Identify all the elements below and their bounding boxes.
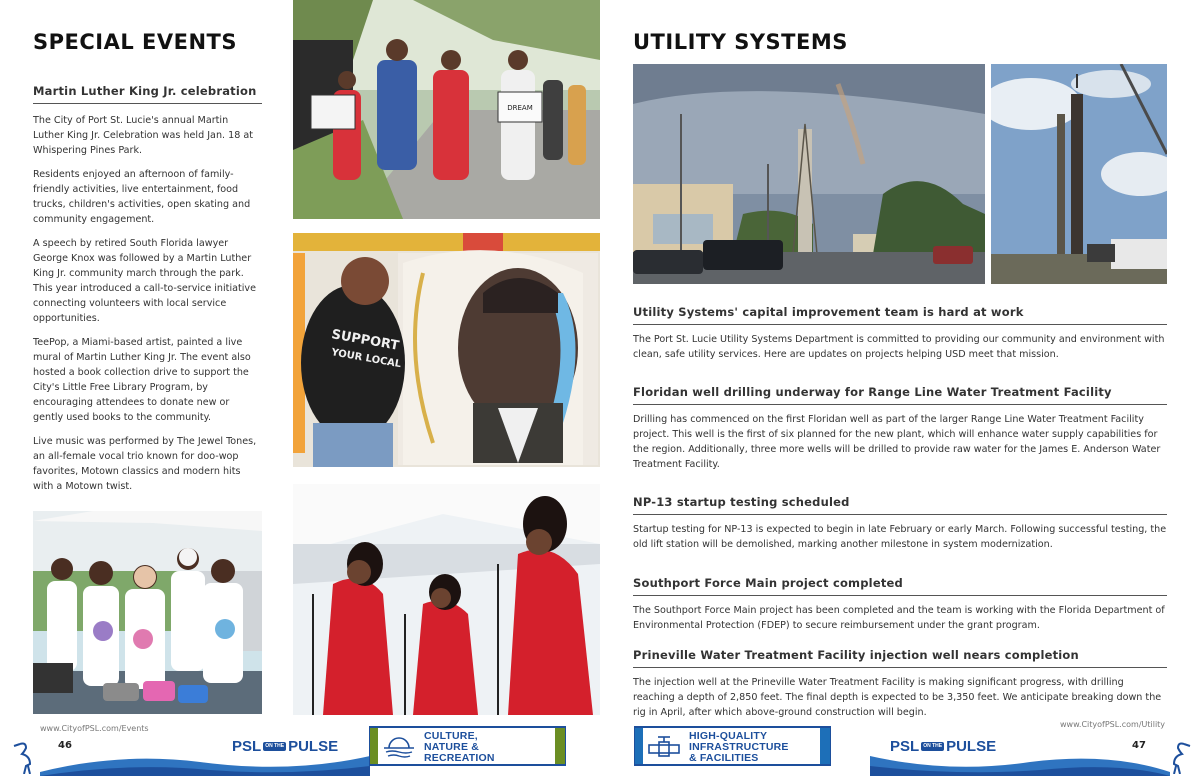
mural-photo [293, 233, 600, 467]
logo-pulse-text: PULSE [288, 738, 339, 755]
southport-body: The Southport Force Main project has been completed and the team is working with the Florida Department of Environmental Protection (FDEP) to secure reimbursement under the grant program. [633, 605, 1165, 631]
culture-badge-bar [370, 728, 378, 764]
infrastructure-badge-label [685, 728, 795, 764]
prineville-body: The injection well at the Prineville Water Treatment Facility is making significant progress, with drilling reaching a depth of 2,850 feet. The final depth is expected to be 3,350 feet. We anticipate breaking down the rig in April, after which above-ground construction will begin. [633, 677, 1162, 718]
mlk-article [33, 84, 262, 500]
utility-systems-title: UTILITY SYSTEMS [633, 30, 848, 54]
utility-intro-section [633, 305, 1167, 362]
special-events-title: SPECIAL EVENTS [33, 30, 237, 54]
mlk-paragraph-4: TeePop, a Miami-based artist, painted a live mural of Martin Luther King Jr. The event also hosted a book collection drive to support the City's Little Free Library Program, by encouraging attendees to donate new or gently used books to the community. [33, 337, 251, 423]
mlk-paragraph-2: Residents enjoyed an afternoon of family-friendly activities, live entertainment, food trucks, children's activities, open skating and community engagement. [33, 169, 251, 225]
infrastructure-badge-line-2: INFRASTRUCTURE [689, 741, 789, 753]
volunteers-photo [33, 511, 262, 714]
singers-photo [293, 484, 600, 715]
np13-section [633, 495, 1167, 552]
culture-badge-label [420, 728, 501, 764]
utility-intro-heading: Utility Systems' capital improvement team is hard at work [633, 305, 1167, 325]
utility-url[interactable]: www.CityofPSL.com/Utility [1060, 720, 1166, 729]
events-url[interactable]: www.CityofPSL.com/Events [40, 724, 149, 733]
culture-badge-line-1: CULTURE, [424, 730, 478, 742]
page-number-left: 46 [58, 740, 72, 751]
infrastructure-badge-line-3: & FACILITIES [689, 752, 759, 764]
infrastructure-badge-bar [635, 728, 643, 764]
mlk-paragraph-5: Live music was performed by The Jewel Tones, an all-female vocal trio known for doo-wop favorites, Motown classics and modern hits with a Motown twist. [33, 436, 257, 492]
psl-pulse-logo-right [890, 738, 996, 755]
logo-psl-text-right: PSL [890, 738, 920, 755]
mural-shirt-line-2: YOUR LOCAL [330, 347, 402, 371]
heron-icon [12, 740, 42, 774]
prineville-heading: Prineville Water Treatment Facility injection well nears completion [633, 648, 1167, 668]
culture-badge-line-3: RECREATION [424, 752, 495, 764]
culture-badge-line-2: NATURE & [424, 741, 480, 753]
culture-badge [369, 726, 566, 766]
np13-body: Startup testing for NP-13 is expected to begin in late February or early March. Following successful testing, the old lift station will be demolished, marking another milestone in system modernization. [633, 524, 1167, 550]
floridan-well-body: Drilling has commenced on the first Floridan well as part of the larger Range Line Water Treatment Facility project. This well is the first of six planned for the new plant, which will enhance water supply capabilities for the region. Additionally, three more wells will be drilled to provide raw water for the James E. Anderson Water Treatment Facility. [633, 414, 1161, 470]
np13-heading: NP-13 startup testing scheduled [633, 495, 1167, 515]
heron-icon-right [1162, 740, 1192, 774]
logo-mid-text: ON THE [265, 743, 285, 749]
floridan-well-section [633, 385, 1167, 472]
culture-badge-endbar [555, 728, 565, 764]
crane-well-photo [991, 64, 1167, 284]
prineville-section [633, 648, 1167, 720]
psl-pulse-logo-left [232, 738, 338, 755]
mural-shirt-line-1: SUPPORT [330, 327, 401, 354]
infrastructure-badge-endbar [820, 728, 830, 764]
page-number-right: 47 [1132, 740, 1146, 751]
right-page [600, 0, 1200, 776]
mlk-subtitle: Martin Luther King Jr. celebration [33, 84, 262, 104]
utility-intro-body: The Port St. Lucie Utility Systems Department is committed to providing our community and environment with clean, safe utility services. Here are updates on projects helping USD meet that mission. [633, 334, 1165, 360]
sunset-icon [378, 728, 420, 764]
southport-heading: Southport Force Main project completed [633, 576, 1167, 596]
march-sign-text: DREAM [507, 104, 533, 112]
mlk-paragraph-1: The City of Port St. Lucie's annual Martin Luther King Jr. Celebration was held Jan. 18 at Whispering Pines Park. [33, 115, 254, 156]
floridan-well-heading: Floridan well drilling underway for Range Line Water Treatment Facility [633, 385, 1167, 405]
drilling-rig-photo [633, 64, 985, 284]
march-photo [293, 0, 600, 219]
valve-icon [643, 728, 685, 764]
infrastructure-badge-line-1: HIGH-QUALITY [689, 730, 768, 742]
infrastructure-badge [634, 726, 831, 766]
logo-psl-text: PSL [232, 738, 262, 755]
southport-section [633, 576, 1167, 633]
logo-mid-text-right: ON THE [923, 743, 943, 749]
logo-pulse-text-right: PULSE [946, 738, 997, 755]
mlk-paragraph-3: A speech by retired South Florida lawyer George Knox was followed by a Martin Luther King Jr. community march through the park. This year introduced a call-to-service initiative connecting volunteers with local service opportunities. [33, 238, 256, 324]
